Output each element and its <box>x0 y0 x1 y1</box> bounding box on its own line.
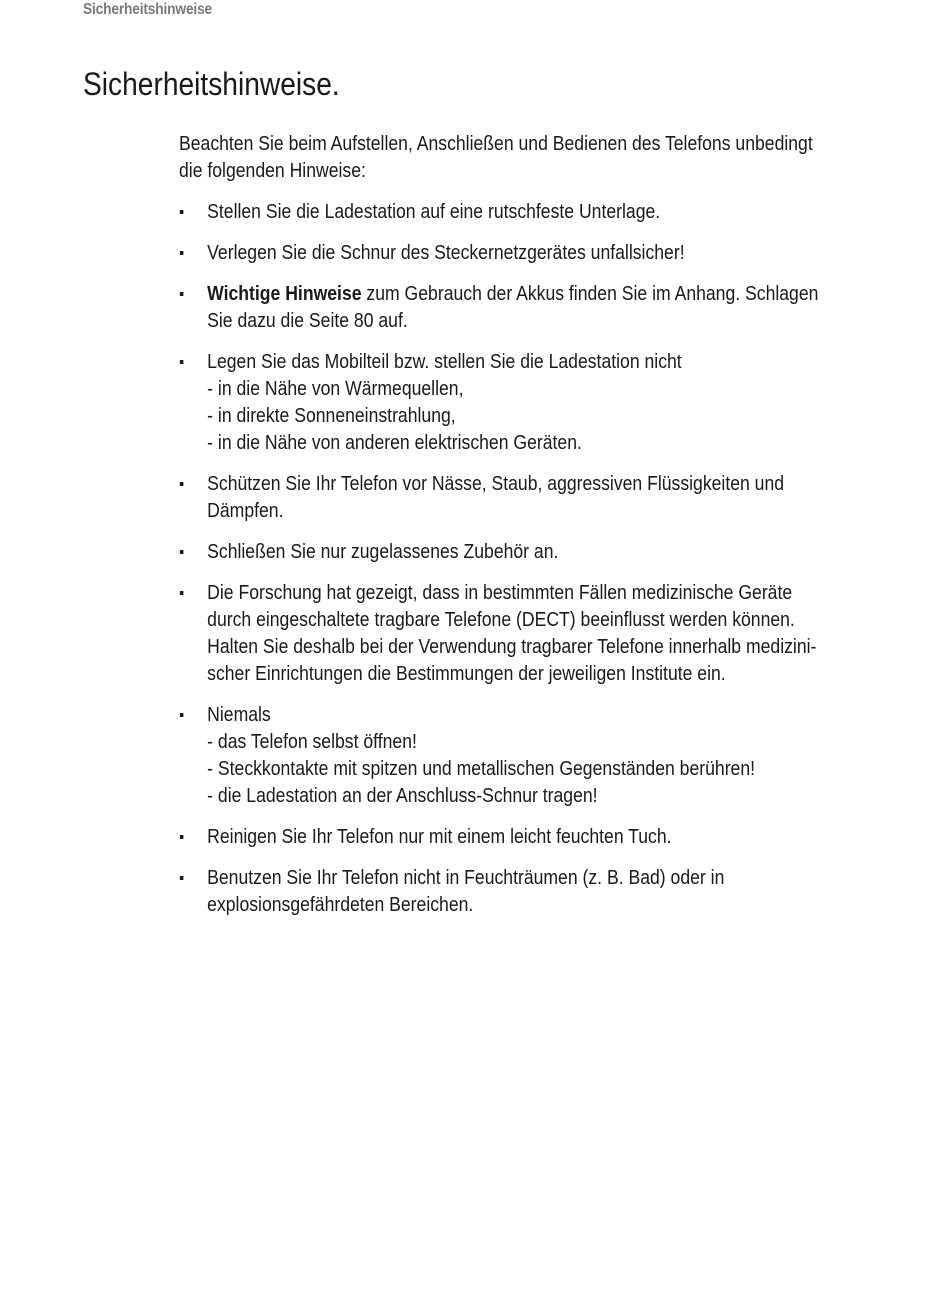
bullet-icon <box>180 550 184 554</box>
item-line: - Steckkontakte mit spitzen und metallischen Gegenständen berühren! <box>207 758 756 780</box>
list-item <box>179 240 869 267</box>
list-item <box>179 702 869 810</box>
item-line: Legen Sie das Mobilteil bzw. stellen Sie die Ladestation nicht <box>207 351 682 373</box>
bullet-icon <box>180 210 184 214</box>
running-header: Sicherheitshinweise <box>83 1 213 18</box>
bullet-icon <box>180 482 184 486</box>
item-line: - in die Nähe von Wärmequellen, <box>207 378 464 400</box>
document-body <box>179 131 869 933</box>
bullet-icon <box>180 251 184 255</box>
item-line: - die Ladestation an der Anschluss-Schnur tragen! <box>207 785 598 807</box>
item-line: explosionsgefährdeten Bereichen. <box>207 894 474 916</box>
item-line: Benutzen Sie Ihr Telefon nicht in Feuchträumen (z. B. Bad) oder in <box>207 867 725 889</box>
bullet-icon <box>180 835 184 839</box>
list-item <box>179 471 869 525</box>
item-line: - in direkte Sonneneinstrahlung, <box>207 405 456 427</box>
bullet-icon <box>180 360 184 364</box>
intro-line: die folgenden Hinweise: <box>179 160 366 182</box>
bullet-icon <box>180 876 184 880</box>
safety-notes-list <box>179 199 869 919</box>
item-line: Verlegen Sie die Schnur des Steckernetzgerätes unfallsicher! <box>207 242 685 264</box>
intro-paragraph <box>179 131 869 185</box>
item-line: Schließen Sie nur zugelassenes Zubehör an. <box>207 541 559 563</box>
item-line: Halten Sie deshalb bei der Verwendung tragbarer Telefone innerhalb medizini- <box>207 636 817 658</box>
item-line: Die Forschung hat gezeigt, dass in bestimmten Fällen medizinische Geräte <box>207 582 793 604</box>
item-line <box>207 281 869 308</box>
list-item <box>179 349 869 457</box>
list-item <box>179 199 869 226</box>
page-title: Sicherheitshinweise. <box>83 66 340 102</box>
item-line: Reinigen Sie Ihr Telefon nur mit einem leicht feuchten Tuch. <box>207 826 672 848</box>
item-line: durch eingeschaltete tragbare Telefone (DECT) beeinflusst werden können. <box>207 609 795 631</box>
bullet-icon <box>180 591 184 595</box>
intro-line: Beachten Sie beim Aufstellen, Anschließen und Bedienen des Telefons unbedingt <box>179 133 813 155</box>
item-line: Schützen Sie Ihr Telefon vor Nässe, Staub, aggressiven Flüssigkeiten und <box>207 473 785 495</box>
item-line: - in die Nähe von anderen elektrischen Geräten. <box>207 432 582 454</box>
item-line: Dämpfen. <box>207 500 284 522</box>
item-line: scher Einrichtungen die Bestimmungen der jeweiligen Institute ein. <box>207 663 726 685</box>
item-line: Stellen Sie die Ladestation auf eine rutschfeste Unterlage. <box>207 201 661 223</box>
bullet-icon <box>180 713 184 717</box>
list-item <box>179 281 869 335</box>
item-line: Sie dazu die Seite 80 auf. <box>207 310 408 332</box>
list-item <box>179 865 869 919</box>
item-line-rest: zum Gebrauch der Akkus finden Sie im Anhang. Schlagen <box>361 283 819 305</box>
bold-phrase: Wichtige Hinweise <box>207 283 362 305</box>
list-item <box>179 580 869 688</box>
bullet-icon <box>180 292 184 296</box>
list-item <box>179 539 869 566</box>
item-line: - das Telefon selbst öffnen! <box>207 731 417 753</box>
item-line: Niemals <box>207 704 271 726</box>
list-item <box>179 824 869 851</box>
